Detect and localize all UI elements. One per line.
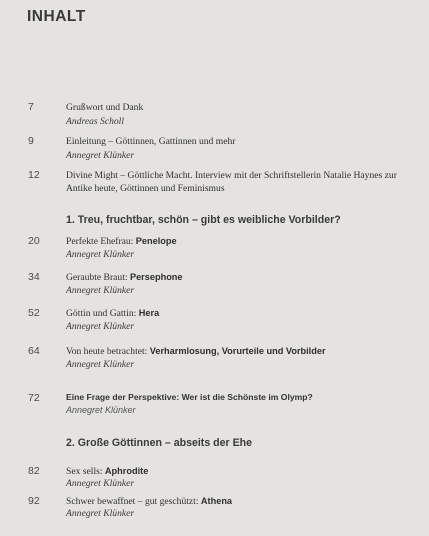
entry-highlight: Aphrodite: [104, 466, 149, 476]
entry-author: Andreas Scholl: [66, 116, 124, 127]
section-heading: 1. Treu, fruchtbar, schön – gibt es weibliche Vorbilder?: [66, 214, 341, 226]
entry-title: Grußwort und Dank: [66, 102, 144, 113]
entry-title: Perfekte Ehefrau: Penelope: [66, 236, 177, 247]
entry-highlight: Hera: [138, 308, 160, 318]
entry-title: Einleitung – Göttinnen, Gattinnen und mehr: [66, 136, 236, 147]
page-number: 52: [28, 307, 40, 319]
page-number: 12: [28, 169, 40, 181]
entry-highlight: Persephone: [129, 272, 183, 282]
entry-title: Sex sells: Aphrodite: [66, 466, 149, 477]
page-number: 92: [28, 495, 40, 507]
entry-author: Annegret Klünker: [66, 285, 135, 296]
page-title: INHALT: [27, 8, 86, 25]
entry-title: Von heute betrachtet: Verharmlosung, Vorurteile und Vorbilder: [66, 346, 326, 357]
entry-author: Annegret Klünker: [66, 478, 135, 489]
page-number: 64: [28, 345, 40, 357]
entry-highlight: Athena: [200, 496, 233, 506]
entry-title: Geraubte Braut: Persephone: [66, 272, 183, 283]
page-number: 34: [28, 271, 40, 283]
entry-author: Annegret Klünker: [66, 249, 135, 260]
page-number: 20: [28, 235, 40, 247]
page-number: 82: [28, 465, 40, 477]
entry-title: Schwer bewaffnet – gut geschützt: Athena: [66, 496, 233, 507]
entry-author: Annegret Klünker: [66, 508, 135, 519]
entry-highlight: Verharmlosung, Vorurteile und Vorbilder: [149, 346, 326, 356]
entry-author: Annegret Klünker: [66, 321, 135, 332]
entry-author: Annegret Klünker: [66, 405, 136, 415]
entry-highlight: Penelope: [135, 236, 177, 246]
section-heading: 2. Große Göttinnen – abseits der Ehe: [66, 437, 253, 449]
page-number: 9: [28, 135, 34, 147]
page-number: 7: [28, 101, 34, 113]
entry-title: Divine Might – Göttliche Macht. Interview mit der Schriftstellerin Natalie Haynes zur Antike heute, Göttinnen und Feminismus: [66, 170, 397, 194]
entry-title: Göttin und Gattin: Hera: [66, 308, 160, 319]
entry-title: Eine Frage der Perspektive: Wer ist die Schönste im Olymp?: [66, 392, 313, 402]
entry-author: Annegret Klünker: [66, 359, 135, 370]
entry-author: Annegret Klünker: [66, 150, 135, 161]
page-number: 72: [28, 392, 40, 404]
